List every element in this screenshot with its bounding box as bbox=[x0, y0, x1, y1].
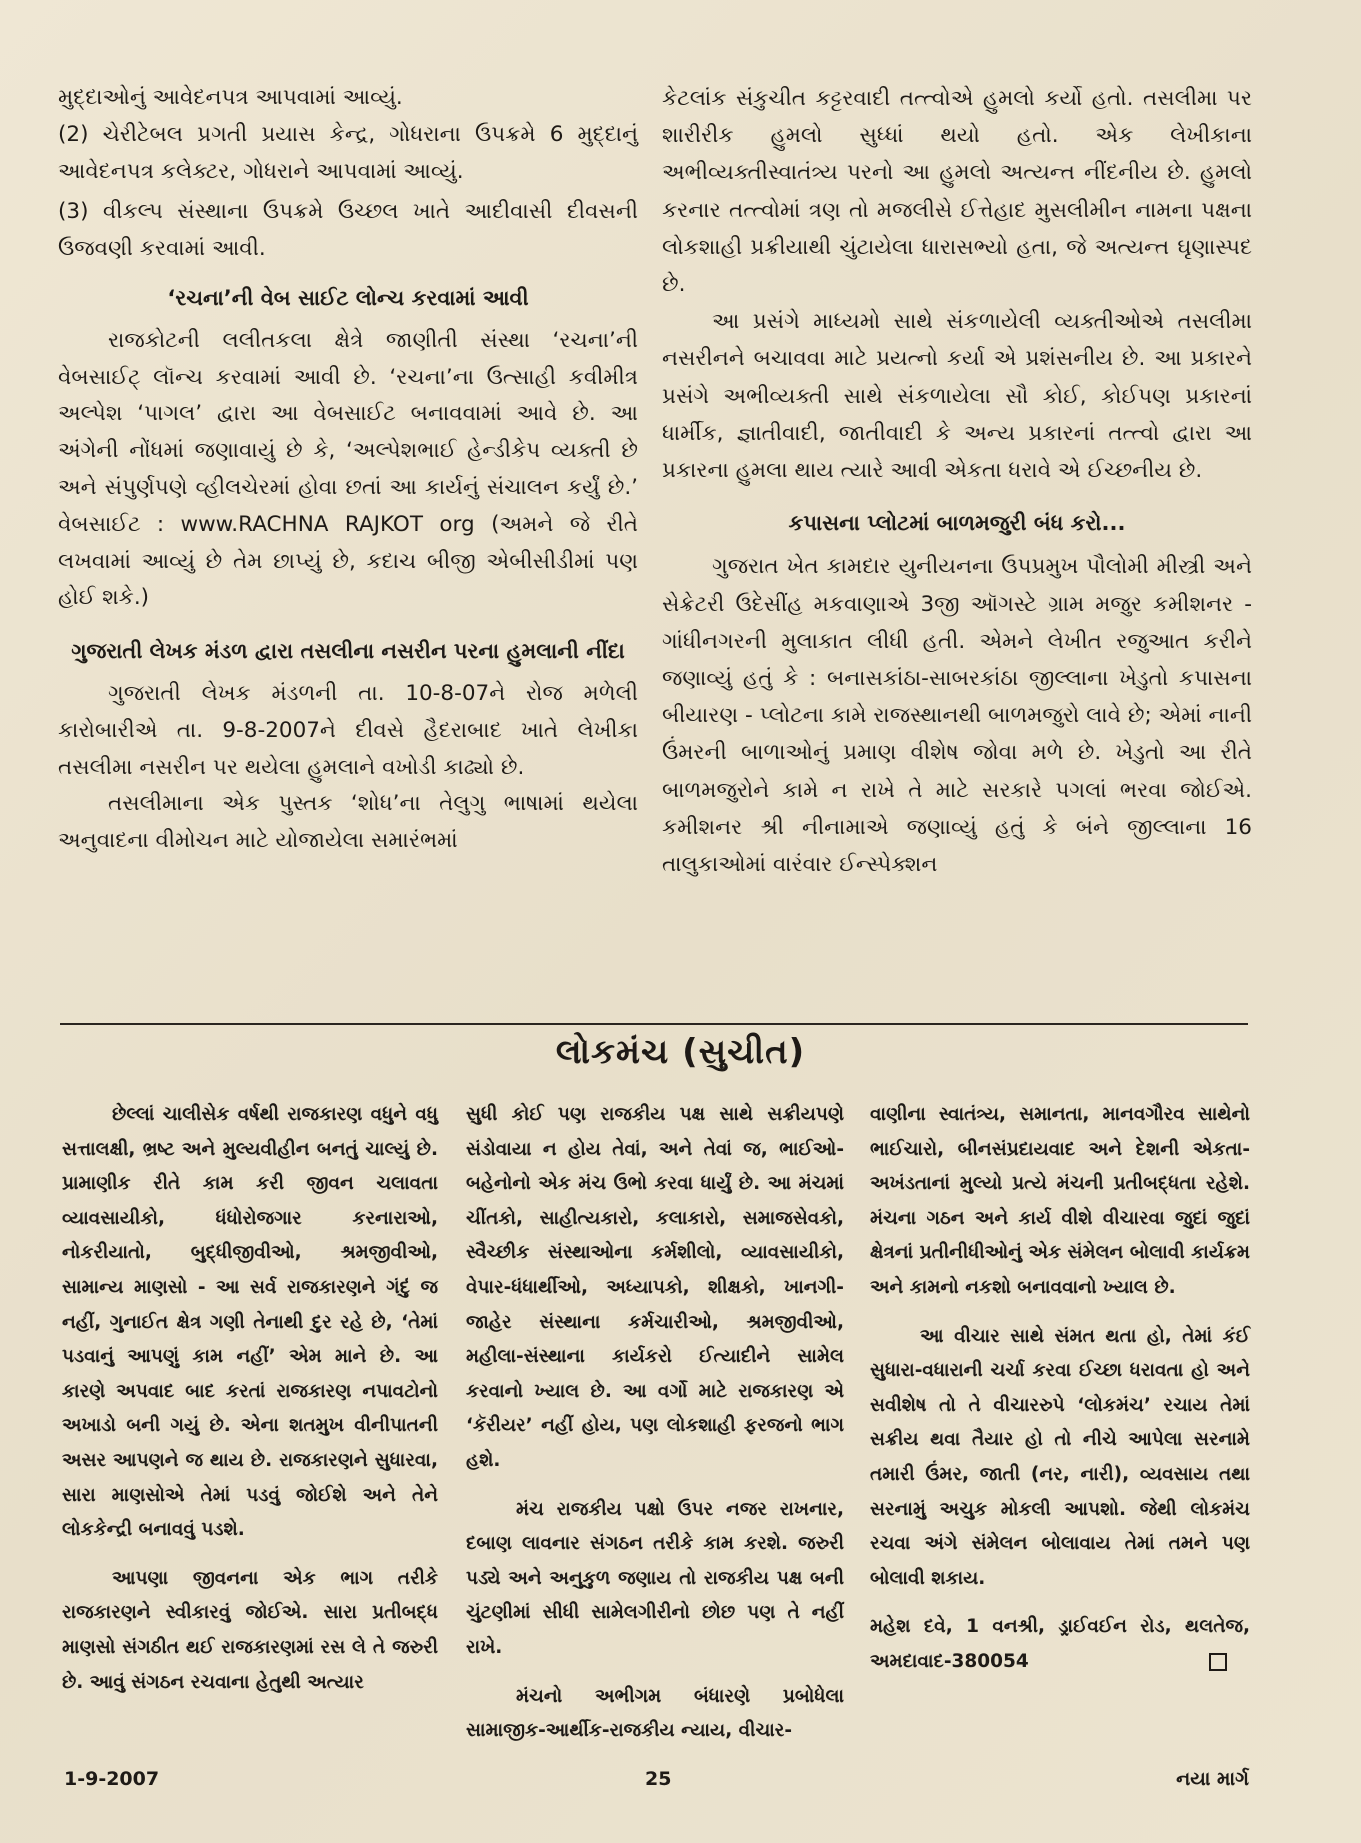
page-number: 25 bbox=[645, 1768, 672, 1790]
top-left-column bbox=[58, 80, 638, 860]
article-paragraph: તસલીમાના એક પુસ્તક ‘શોધ’ના તેલુગુ ભાષામાં થયેલા અનુવાદના વીમોચન માટે યોજાયેલા સમારંભમાં bbox=[58, 791, 638, 854]
article-paragraph: ગુજરાતી લેખક મંડળની તા. 10-8-07ને રોજ મળેલી કારોબારીએ તા. 9-8-2007ને દીવસે હૈદરાબાદ ખાતે લેખીકા તસલીમા નસરીન પર થયેલા હુમલાને વખોડી કાઢ્યો છે. bbox=[58, 680, 638, 780]
article-paragraph: આપણા જીવનના એક ભાગ તરીકે રાજકારણને સ્વીકારવું જોઈએ. સારા પ્રતીબદ્ધ માણસો સંગઠીત થઈ રાજકારણમાં રસ લે તે જરુરી છે. આવું સંગઠન રચવાના હેતુથી અત્યાર bbox=[62, 1567, 438, 1693]
article-paragraph: છેલ્લાં ચાલીસેક વર્ષથી રાજકારણ વધુને વધુ સત્તાલક્ષી, ભ્રષ્ટ અને મુલ્યવીહીન બનતું ચાલ્યું છે. પ્રામાણીક રીતે કામ કરી જીવન ચલાવતા વ્યાવસાયીકો, ધંધોરોજગાર કરનારાઓ, નોકરીયાતો, બુદ્ધીજીવીઓ, શ્રમજીવીઓ, સામાન્ય માણસો - આ સર્વ રાજકારણને ગંદું જ નહીં, ગુનાઈત ક્ષેત્ર ગણી તેનાથી દુર રહે છે, ‘તેમાં પડવાનું આપણું કામ નહીં’ એમ માને છે. આ કારણે અપવાદ બાદ કરતાં રાજકારણ નપાવટોનો અખાડો બની ગયું છે. એના શતમુખ વીનીપાતની અસર આપણને જ થાય છે. રાજકારણને સુધારવા, સારા માણસોએ તેમાં પડવું જોઈશે અને તેને લોકકેન્દ્રી બનાવવું પડશે. bbox=[62, 1104, 438, 1541]
magazine-name: નયા માર્ગ bbox=[1176, 1768, 1249, 1790]
article-heading: કપાસના પ્લોટમાં બાળમજુરી બંધ કરો... bbox=[788, 511, 1126, 536]
bottom-column-2 bbox=[466, 1098, 844, 1763]
author-address-text: મહેશ દવે, 1 વનશ્રી, ડ્રાઈવઈન રોડ, થલતેજ, અમદાવાદ-380054 bbox=[870, 1616, 1250, 1672]
article-paragraph: આ વીચાર સાથે સંમત થતા હો, તેમાં કંઈ સુધારા-વધારાની ચર્ચા કરવા ઈચ્છા ધરાવતા હો અને સવીશેષ તો તે વીચારરુપે ‘લોકમંચ’ રચાય તેમાં સક્રીય થવા તૈયાર હો તો નીચે આપેલા સરનામે તમારી ઉંમર, જાતી (નર, નારી), વ્યવસાય તથા સરનામું અચુક મોકલી આપશો. જેથી લોકમંચ રચવા અંગે સંમેલન બોલાવાય તેમાં તમને પણ બોલાવી શકાય. bbox=[870, 1325, 1250, 1589]
list-item: (3) વીકલ્પ સંસ્થાના ઉપક્રમે ઉચ્છલ ખાતે આદીવાસી દીવસની ઉજવણી કરવામાં આવી. bbox=[58, 199, 638, 262]
article-paragraph: આ પ્રસંગે માધ્યમો સાથે સંકળાયેલી વ્યક્તીઓએ તસલીમા નસરીનને બચાવવા માટે પ્રયત્નો કર્યા એ પ્રશંસનીય છે. આ પ્રકારને પ્રસંગે અભીવ્યક્તી સાથે સંકળાયેલા સૌ કોઈ, કોઈપણ પ્રકારનાં ધાર્મીક, જ્ઞાતીવાદી, જાતીવાદી કે અન્ય પ્રકારનાં તત્ત્વો દ્વારા આ પ્રકારના હુમલા થાય ત્યારે આવી એકતા ધરાવે એ ઈચ્છનીય છે. bbox=[662, 309, 1252, 484]
article-paragraph: રાજકોટની લલીતકલા ક્ષેત્રે જાણીતી સંસ્થા ‘રચના’ની વેબસાઈટ્ લૉન્ચ કરવામાં આવી છે. ‘રચના’ના ઉત્સાહી કવીમીત્ર અલ્પેશ ‘પાગલ’ દ્વારા આ વેબસાઈટ બનાવવામાં આવે છે. આ અંગેની નોંધમાં જણાવાયું છે કે, ‘અલ્પેશભાઈ હેન્ડીકેપ વ્યક્તી છે અને સંપુર્ણપણે વ્હીલચેરમાં હોવા છતાં આ કાર્યનું સંચાલન કર્યું છે.’ વેબસાઈટ : www.RACHNA RAJKOT org (અમને જે રીતે લખવામાં આવ્યું છે તેમ છાપ્યું છે, કદાચ બીજી એબીસીડીમાં પણ હોઈ શકે.) bbox=[58, 327, 638, 611]
bottom-column-3 bbox=[870, 1098, 1250, 1680]
article-heading: ‘રચના’ની વેબ સાઈટ લોન્ચ કરવામાં આવી bbox=[167, 285, 529, 310]
author-address bbox=[870, 1610, 1250, 1679]
section-title: લોકમંચ (સુચીત) bbox=[555, 1032, 806, 1072]
article-paragraph: ગુજરાત ખેત કામદાર યુનીયનના ઉપપ્રમુખ પૌલોમી મીસ્ત્રી અને સેક્રેટરી ઉદેસીંહ મકવાણાએ 3જી ઑગસ્ટે ગ્રામ મજુર કમીશનર - ગાંધીનગરની મુલાકાત લીધી હતી. એમને લેખીત રજુઆત કરીને જણાવ્યું હતું કે : બનાસકાંઠા-સાબરકાંઠા જીલ્લાના ખેડુતો કપાસના બીયારણ - પ્લોટના કામે રાજસ્થાનથી બાળમજુરો લાવે છે; એમાં નાની ઉંમરની બાળાઓનું પ્રમાણ વીશેષ જોવા મળે છે. ખેડુતો આ રીતે બાળમજુરોને કામે ન રાખે તે માટે સરકારે પગલાં ભરવા જોઈએ. કમીશનર શ્રી નીનામાએ જણાવ્યું હતું કે બંને જીલ્લાના 16 તાલુકાઓમાં વારંવાર ઈન્સ્પેક્શન bbox=[662, 554, 1252, 878]
bottom-column-1 bbox=[62, 1098, 438, 1714]
end-mark-square-icon bbox=[1209, 1653, 1227, 1671]
article-heading: ગુજરાતી લેખક મંડળ દ્વારા તસલીના નસરીન પરના હુમલાની નીંદા bbox=[71, 639, 625, 664]
list-item: (2) ચેરીટેબલ પ્રગતી પ્રયાસ કેન્દ્ર, ગોધરાના ઉપક્રમે 6 મુદ્દાનું આવેદનપત્ર કલેક્ટર, ગોધરાને આપવામાં આવ્યું. bbox=[58, 121, 638, 184]
footer-date: 1-9-2007 bbox=[64, 1768, 160, 1790]
article-paragraph: મંચ રાજકીય પક્ષો ઉપર નજર રાખનાર, દબાણ લાવનાર સંગઠન તરીકે કામ કરશે. જરુરી પડ્યે અને અનુકુળ જણાય તો રાજકીય પક્ષ બની ચુંટણીમાં સીધી સામેલગીરીનો છોછ પણ તે નહીં રાખે. bbox=[466, 1498, 844, 1658]
article-paragraph: વાણીના સ્વાતંત્ર્ય, સમાનતા, માનવગૌરવ સાથેનો ભાઈચારો, બીનસંપ્રદાયવાદ અને દેશની એકતા-અખંડતાનાં મુલ્યો પ્રત્યે મંચની પ્રતીબદ્ધતા રહેશે. મંચના ગઠન અને કાર્ય વીશે વીચારવા જુદાં જુદાં ક્ષેત્રનાં પ્રતીનીધીઓનું એક સંમેલન બોલાવી કાર્યક્રમ અને કામનો નકશો બનાવવાનો ખ્યાલ છે. bbox=[870, 1104, 1250, 1298]
article-paragraph: કેટલાંક સંકુચીત કટ્ટરવાદી તત્ત્વોએ હુમલો કર્યો હતો. તસલીમા પર શારીરીક હુમલો સુધ્ધાં થયો હતો. એક લેખીકાના અભીવ્યક્તીસ્વાતંત્ર્ય પરનો આ હુમલો અત્યન્ત નીંદનીય છે. હુમલો કરનાર તત્ત્વોમાં ત્રણ તો મજલીસે ઈત્તેહાદ મુસલીમીન નામના પક્ષના લોકશાહી પ્રક્રીયાથી ચુંટાયેલા ધારાસભ્યો હતા, જે અત્યન્ત ઘૃણાસ્પદ છે. bbox=[662, 86, 1252, 298]
page-footer bbox=[0, 1768, 1361, 1798]
article-paragraph: સુધી કોઈ પણ રાજકીય પક્ષ સાથે સક્રીયપણે સંડોવાયા ન હોય તેવાં, અને તેવાં જ, ભાઈઓ-બહેનોનો એક મંચ ઉભો કરવા ધાર્યું છે. આ મંચમાં ચીંતકો, સાહીત્યકારો, કલાકારો, સમાજસેવકો, સ્વૈચ્છીક સંસ્થાઓના કર્મશીલો, વ્યાવસાયીકો, વેપાર-ધંધાર્થીઓ, અધ્યાપકો, શીક્ષકો, ખાનગી-જાહેર સંસ્થાના કર્મચારીઓ, શ્રમજીવીઓ, મહીલા-સંસ્થાના કાર્યકરો ઈત્યાદીને સામેલ કરવાનો ખ્યાલ છે. આ વર્ગો માટે રાજકારણ એ ‘કૅરીયર’ નહીં હોય, પણ લોકશાહી ફરજનો ભાગ હશે. bbox=[466, 1104, 844, 1471]
list-item: મુદ્દાઓનું આવેદનપત્ર આપવામાં આવ્યું. bbox=[58, 85, 403, 110]
section-divider bbox=[60, 1023, 1248, 1025]
top-right-column bbox=[662, 80, 1252, 883]
article-paragraph: મંચનો અભીગમ બંધારણે પ્રબોધેલા સામાજીક-આર્થીક-રાજકીય ન્યાય, વીચાર- bbox=[466, 1685, 844, 1742]
